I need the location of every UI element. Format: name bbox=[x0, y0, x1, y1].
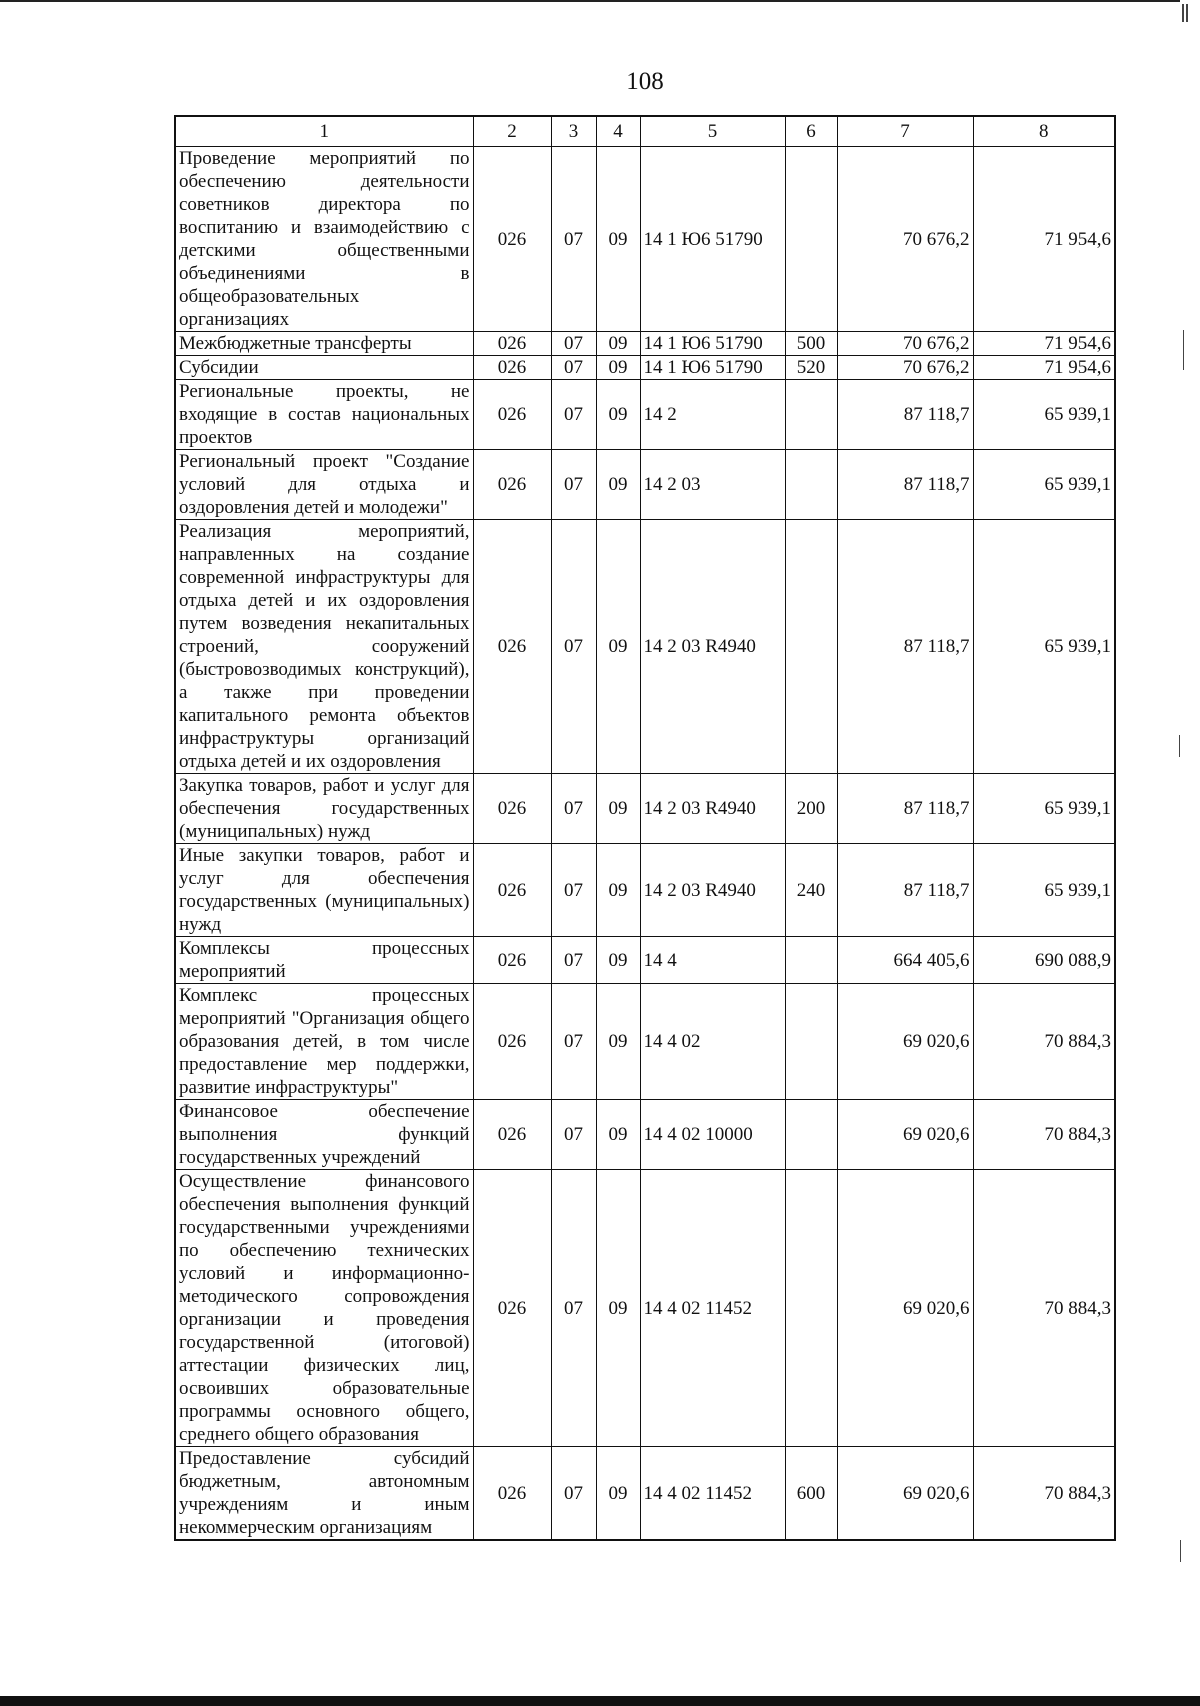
expense-type-cell: 520 bbox=[785, 356, 837, 380]
section-cell: 07 bbox=[551, 1447, 596, 1541]
budget-table bbox=[174, 115, 1116, 1541]
amount-year2-cell: 65 939,1 bbox=[973, 520, 1115, 774]
amount-year1-cell: 87 118,7 bbox=[837, 774, 973, 844]
section-cell: 07 bbox=[551, 937, 596, 984]
ministry-code-cell: 026 bbox=[473, 774, 551, 844]
subsection-cell: 09 bbox=[596, 937, 640, 984]
table-row bbox=[175, 774, 1115, 844]
table-row bbox=[175, 1447, 1115, 1541]
amount-year2-cell: 70 884,3 bbox=[973, 1170, 1115, 1447]
expense-type-cell bbox=[785, 147, 837, 332]
column-header: 4 bbox=[596, 116, 640, 147]
item-name-cell: Предоставление субсидий бюджетным, автономным учреждениям и иным некоммерческим организациям bbox=[175, 1447, 473, 1541]
target-article-cell: 14 2 03 R4940 bbox=[640, 774, 785, 844]
amount-year1-cell: 69 020,6 bbox=[837, 1170, 973, 1447]
amount-year2-cell: 70 884,3 bbox=[973, 1447, 1115, 1541]
ministry-code-cell: 026 bbox=[473, 520, 551, 774]
expense-type-cell: 600 bbox=[785, 1447, 837, 1541]
expense-type-cell: 500 bbox=[785, 332, 837, 356]
target-article-cell: 14 1 Ю6 51790 bbox=[640, 356, 785, 380]
ministry-code-cell: 026 bbox=[473, 984, 551, 1100]
amount-year1-cell: 87 118,7 bbox=[837, 450, 973, 520]
item-name-cell: Иные закупки товаров, работ и услуг для обеспечения государственных (муниципальных) нужд bbox=[175, 844, 473, 937]
ministry-code-cell: 026 bbox=[473, 332, 551, 356]
target-article-cell: 14 1 Ю6 51790 bbox=[640, 332, 785, 356]
amount-year1-cell: 70 676,2 bbox=[837, 147, 973, 332]
table-row bbox=[175, 380, 1115, 450]
amount-year2-cell: 71 954,6 bbox=[973, 356, 1115, 380]
section-cell: 07 bbox=[551, 1100, 596, 1170]
column-header: 7 bbox=[837, 116, 973, 147]
subsection-cell: 09 bbox=[596, 332, 640, 356]
expense-type-cell bbox=[785, 380, 837, 450]
expense-type-cell bbox=[785, 520, 837, 774]
target-article-cell: 14 4 02 bbox=[640, 984, 785, 1100]
amount-year1-cell: 87 118,7 bbox=[837, 380, 973, 450]
ministry-code-cell: 026 bbox=[473, 147, 551, 332]
subsection-cell: 09 bbox=[596, 1170, 640, 1447]
target-article-cell: 14 2 03 R4940 bbox=[640, 844, 785, 937]
scan-margin-mark bbox=[1182, 4, 1184, 22]
subsection-cell: 09 bbox=[596, 450, 640, 520]
scan-bottom-border bbox=[0, 1696, 1200, 1706]
item-name-cell: Комплекс процессных мероприятий "Организация общего образования детей, в том числе предоставление мер поддержки, развитие инфраструктуры" bbox=[175, 984, 473, 1100]
column-header: 5 bbox=[640, 116, 785, 147]
amount-year2-cell: 71 954,6 bbox=[973, 147, 1115, 332]
scan-margin-mark bbox=[1183, 330, 1184, 370]
section-cell: 07 bbox=[551, 520, 596, 774]
table-row bbox=[175, 356, 1115, 380]
target-article-cell: 14 1 Ю6 51790 bbox=[640, 147, 785, 332]
subsection-cell: 09 bbox=[596, 520, 640, 774]
scan-margin-mark bbox=[1186, 4, 1188, 22]
table-row bbox=[175, 1100, 1115, 1170]
ministry-code-cell: 026 bbox=[473, 450, 551, 520]
table-row bbox=[175, 1170, 1115, 1447]
section-cell: 07 bbox=[551, 774, 596, 844]
amount-year2-cell: 70 884,3 bbox=[973, 1100, 1115, 1170]
target-article-cell: 14 2 03 R4940 bbox=[640, 520, 785, 774]
target-article-cell: 14 4 bbox=[640, 937, 785, 984]
amount-year1-cell: 664 405,6 bbox=[837, 937, 973, 984]
table-row bbox=[175, 332, 1115, 356]
amount-year1-cell: 70 676,2 bbox=[837, 332, 973, 356]
section-cell: 07 bbox=[551, 844, 596, 937]
table-row bbox=[175, 450, 1115, 520]
table-header-row bbox=[175, 116, 1115, 147]
column-header: 8 bbox=[973, 116, 1115, 147]
column-header: 6 bbox=[785, 116, 837, 147]
amount-year2-cell: 690 088,9 bbox=[973, 937, 1115, 984]
amount-year1-cell: 69 020,6 bbox=[837, 1447, 973, 1541]
amount-year2-cell: 65 939,1 bbox=[973, 450, 1115, 520]
subsection-cell: 09 bbox=[596, 1447, 640, 1541]
column-header: 2 bbox=[473, 116, 551, 147]
table-row bbox=[175, 937, 1115, 984]
item-name-cell: Межбюджетные трансферты bbox=[175, 332, 473, 356]
table-row bbox=[175, 984, 1115, 1100]
subsection-cell: 09 bbox=[596, 774, 640, 844]
ministry-code-cell: 026 bbox=[473, 844, 551, 937]
expense-type-cell bbox=[785, 1100, 837, 1170]
page-number: 108 bbox=[626, 68, 664, 95]
amount-year2-cell: 65 939,1 bbox=[973, 774, 1115, 844]
target-article-cell: 14 2 03 bbox=[640, 450, 785, 520]
scan-top-border bbox=[0, 0, 1180, 2]
amount-year2-cell: 71 954,6 bbox=[973, 332, 1115, 356]
subsection-cell: 09 bbox=[596, 844, 640, 937]
subsection-cell: 09 bbox=[596, 380, 640, 450]
section-cell: 07 bbox=[551, 984, 596, 1100]
section-cell: 07 bbox=[551, 380, 596, 450]
section-cell: 07 bbox=[551, 147, 596, 332]
expense-type-cell bbox=[785, 1170, 837, 1447]
ministry-code-cell: 026 bbox=[473, 1100, 551, 1170]
amount-year2-cell: 65 939,1 bbox=[973, 380, 1115, 450]
item-name-cell: Комплексы процессных мероприятий bbox=[175, 937, 473, 984]
item-name-cell: Финансовое обеспечение выполнения функций государственных учреждений bbox=[175, 1100, 473, 1170]
section-cell: 07 bbox=[551, 1170, 596, 1447]
amount-year1-cell: 87 118,7 bbox=[837, 520, 973, 774]
scan-margin-mark bbox=[1180, 1540, 1181, 1562]
column-header: 1 bbox=[175, 116, 473, 147]
item-name-cell: Региональные проекты, не входящие в состав национальных проектов bbox=[175, 380, 473, 450]
column-header: 3 bbox=[551, 116, 596, 147]
amount-year2-cell: 70 884,3 bbox=[973, 984, 1115, 1100]
amount-year2-cell: 65 939,1 bbox=[973, 844, 1115, 937]
item-name-cell: Закупка товаров, работ и услуг для обеспечения государственных (муниципальных) нужд bbox=[175, 774, 473, 844]
item-name-cell: Осуществление финансового обеспечения выполнения функций государственными учреждениями по обеспечению технических условий и информационно-методического сопровождения организации и проведения государственной (итоговой) аттестации физических лиц, освоивших образовательные программы основного общего, среднего общего образования bbox=[175, 1170, 473, 1447]
ministry-code-cell: 026 bbox=[473, 1447, 551, 1541]
item-name-cell: Субсидии bbox=[175, 356, 473, 380]
target-article-cell: 14 4 02 10000 bbox=[640, 1100, 785, 1170]
amount-year1-cell: 69 020,6 bbox=[837, 984, 973, 1100]
item-name-cell: Региональный проект "Создание условий для отдыха и оздоровления детей и молодежи" bbox=[175, 450, 473, 520]
amount-year1-cell: 70 676,2 bbox=[837, 356, 973, 380]
section-cell: 07 bbox=[551, 332, 596, 356]
table-row bbox=[175, 147, 1115, 332]
target-article-cell: 14 4 02 11452 bbox=[640, 1170, 785, 1447]
expense-type-cell: 240 bbox=[785, 844, 837, 937]
ministry-code-cell: 026 bbox=[473, 937, 551, 984]
target-article-cell: 14 2 bbox=[640, 380, 785, 450]
table-row bbox=[175, 844, 1115, 937]
expense-type-cell bbox=[785, 984, 837, 1100]
table-row bbox=[175, 520, 1115, 774]
amount-year1-cell: 69 020,6 bbox=[837, 1100, 973, 1170]
subsection-cell: 09 bbox=[596, 1100, 640, 1170]
section-cell: 07 bbox=[551, 356, 596, 380]
amount-year1-cell: 87 118,7 bbox=[837, 844, 973, 937]
target-article-cell: 14 4 02 11452 bbox=[640, 1447, 785, 1541]
item-name-cell: Реализация мероприятий, направленных на создание современной инфраструктуры для отдыха детей и их оздоровления путем возведения некапитальных строений, сооружений (быстровозводимых конструкций), а также при проведении капитального ремонта объектов инфраструктуры организаций отдыха детей и их оздоровления bbox=[175, 520, 473, 774]
ministry-code-cell: 026 bbox=[473, 380, 551, 450]
expense-type-cell: 200 bbox=[785, 774, 837, 844]
expense-type-cell bbox=[785, 450, 837, 520]
ministry-code-cell: 026 bbox=[473, 356, 551, 380]
expense-type-cell bbox=[785, 937, 837, 984]
subsection-cell: 09 bbox=[596, 147, 640, 332]
subsection-cell: 09 bbox=[596, 356, 640, 380]
section-cell: 07 bbox=[551, 450, 596, 520]
item-name-cell: Проведение мероприятий по обеспечению деятельности советников директора по воспитанию и взаимодействию с детскими общественными объединениями в общеобразовательных организациях bbox=[175, 147, 473, 332]
ministry-code-cell: 026 bbox=[473, 1170, 551, 1447]
scan-margin-mark bbox=[1179, 735, 1180, 757]
subsection-cell: 09 bbox=[596, 984, 640, 1100]
